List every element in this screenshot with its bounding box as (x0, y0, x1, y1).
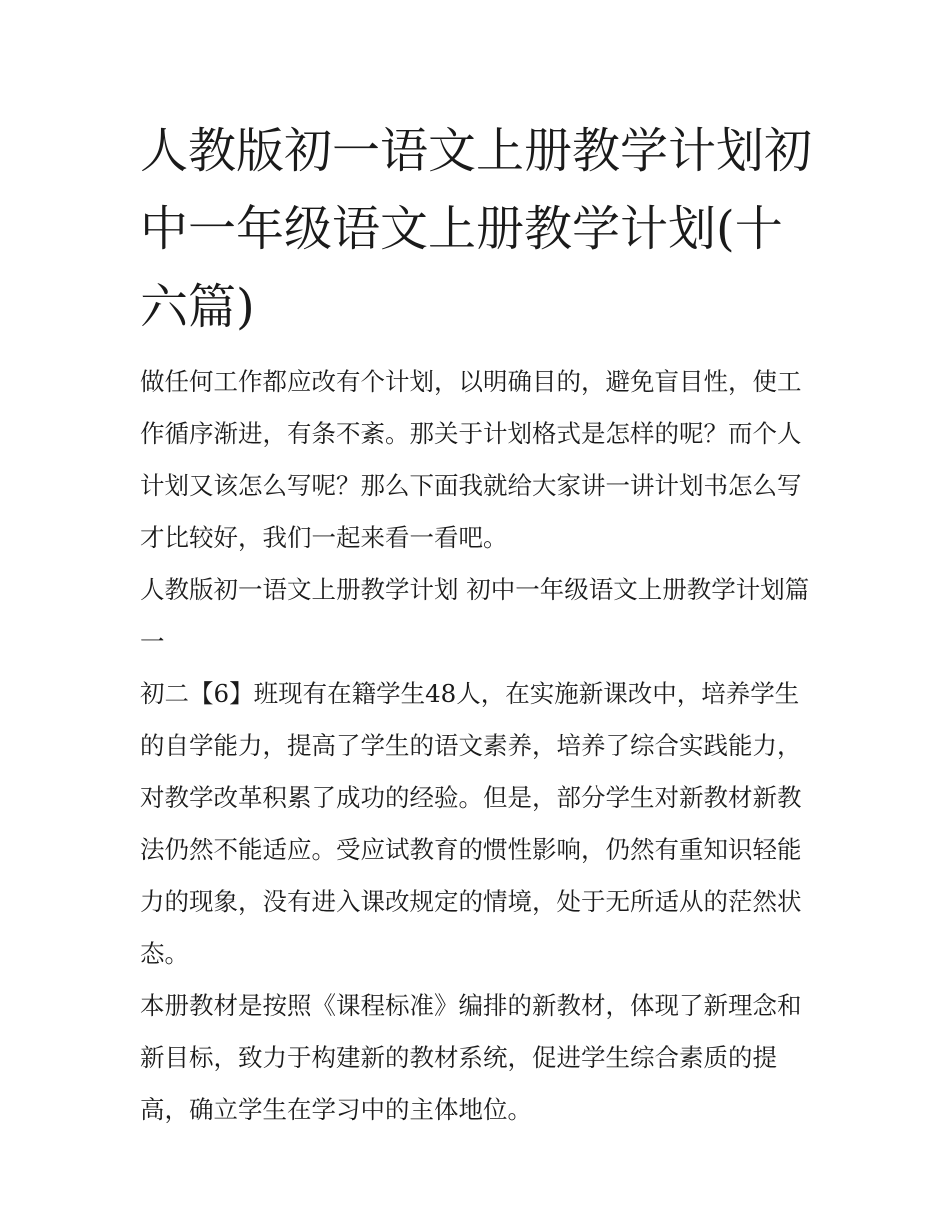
textbook-analysis-paragraph: 本册教材是按照《课程标准》编排的新教材，体现了新理念和新目标，致力于构建新的教材系统，促进学生综合素质的提高，确立学生在学习中的主体地位。 (140, 991, 802, 1124)
intro-paragraph: 做任何工作都应改有个计划，以明确目的，避免盲目性，使工作循序渐进，有条不紊。那关于计划格式是怎样的呢？而个人计划又该怎么写呢？那么下面我就给大家讲一讲计划书怎么写才比较好，我们一起来看一看吧。 (140, 367, 802, 552)
section-heading: 人教版初一语文上册教学计划 初中一年级语文上册教学计划篇一 (140, 575, 810, 656)
document-page (140, 112, 812, 1136)
class-situation-paragraph: 初二【6】班现有在籍学生48人，在实施新课改中，培养学生的自学能力，提高了学生的语文素养，培养了综合实践能力，对教学改革积累了成功的经验。但是，部分学生对新教材新教法仍然不能适应。受应试教育的惯性影响，仍然有重知识轻能力的现象，没有进入课改规定的情境，处于无所适从的茫然状态。 (140, 679, 802, 968)
document-title: 人教版初一语文上册教学计划初中一年级语文上册教学计划(十六篇) (140, 123, 813, 335)
